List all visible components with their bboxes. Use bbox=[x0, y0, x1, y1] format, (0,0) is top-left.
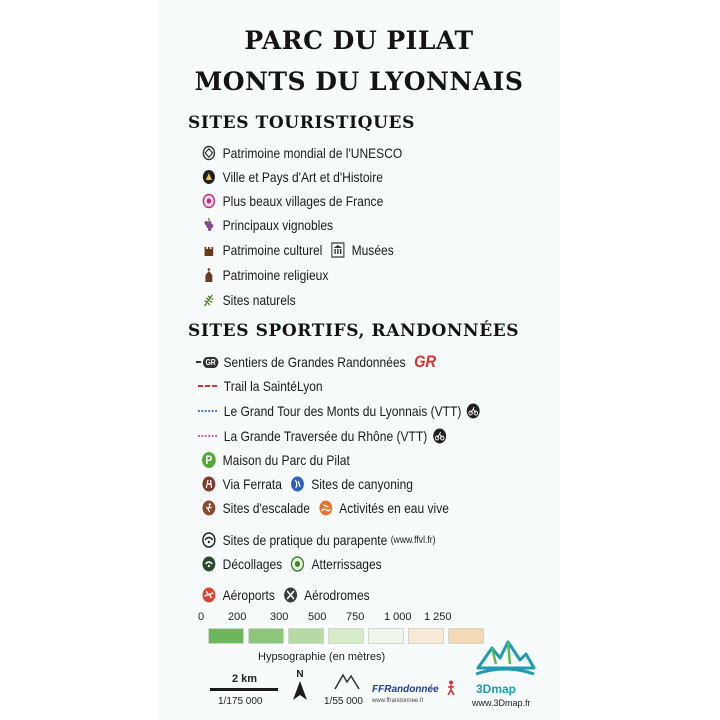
castle-icon bbox=[202, 242, 216, 258]
gr-logo: GR bbox=[414, 352, 437, 371]
legend-label: Via Ferrata bbox=[222, 476, 282, 492]
sports-heading: SITES SPORTIFS, RANDONNÉES bbox=[188, 321, 520, 341]
legend-item-natural bbox=[202, 290, 296, 310]
park-house-icon: P bbox=[202, 452, 216, 468]
legend-item-via-ferrata bbox=[202, 474, 413, 494]
hiker-icon bbox=[445, 680, 457, 701]
3dmap-url: www.3Dmap.fr bbox=[472, 698, 531, 708]
village-icon bbox=[202, 193, 216, 209]
elevation-tick: 300 bbox=[270, 611, 289, 623]
airfield-icon bbox=[283, 587, 297, 603]
legend-item-airports bbox=[202, 585, 370, 605]
scale-label: 2 km bbox=[232, 673, 258, 685]
mountain-icon bbox=[334, 672, 360, 695]
legend-item-religious bbox=[202, 265, 328, 285]
legend-label: La Grande Traversée du Rhône (VTT) bbox=[223, 428, 428, 444]
hypsography-caption: Hypsographie (en mètres) bbox=[258, 651, 386, 663]
legend-item-gr-trails bbox=[196, 352, 436, 372]
elevation-tick: 1 000 bbox=[384, 611, 412, 623]
map-title-line1: PARC DU PILAT bbox=[244, 26, 474, 55]
bike-icon bbox=[432, 428, 446, 444]
legend-label: Activités en eau vive bbox=[339, 500, 449, 516]
vtt-blue-line-icon bbox=[198, 410, 217, 412]
elevation-ticks bbox=[198, 611, 528, 625]
ffr-ratio: 1/55 000 bbox=[324, 696, 363, 707]
legend-item-decollages bbox=[202, 554, 382, 574]
grape-icon bbox=[202, 217, 216, 233]
landing-icon bbox=[291, 556, 305, 572]
tourism-heading: SITES TOURISTIQUES bbox=[188, 113, 415, 133]
elevation-swatch bbox=[368, 628, 404, 644]
legend-item-parapente bbox=[202, 530, 436, 550]
legend-label: Atterrissages bbox=[311, 556, 382, 572]
ffr-brand: FFRandonnée bbox=[372, 684, 439, 695]
elevation-tick: 750 bbox=[346, 611, 365, 623]
elevation-swatch bbox=[328, 628, 364, 644]
trail-line-icon bbox=[198, 385, 217, 387]
paraglider-icon bbox=[202, 532, 216, 548]
legend-item-traversee-rhone bbox=[198, 426, 453, 446]
north-label: N bbox=[296, 669, 304, 680]
scale-bar bbox=[210, 688, 278, 691]
legend-label: Trail la SaintéLyon bbox=[223, 378, 323, 394]
canyoning-icon bbox=[291, 476, 305, 492]
vtt-magenta-line-icon bbox=[198, 435, 217, 437]
legend-item-cultural bbox=[202, 240, 394, 260]
map-title-line2: MONTS DU LYONNAIS bbox=[194, 67, 524, 96]
elevation-swatch bbox=[288, 628, 324, 644]
airport-icon bbox=[202, 587, 216, 603]
museum-icon bbox=[331, 242, 345, 258]
legend-item-maison-parc bbox=[202, 450, 350, 470]
legend-label: Sites naturels bbox=[222, 292, 296, 308]
legend-label: Patrimoine culturel bbox=[222, 242, 323, 258]
legend-card bbox=[158, 0, 560, 720]
legend-label: Décollages bbox=[222, 556, 283, 572]
whitewater-icon bbox=[319, 500, 333, 516]
legend-item-art-history bbox=[202, 167, 383, 187]
scale-ratio: 1/175 000 bbox=[218, 696, 263, 707]
via-ferrata-icon bbox=[202, 476, 216, 492]
legend-item-vineyards bbox=[202, 215, 333, 235]
legend-label: Ville et Pays d'Art et d'Histoire bbox=[222, 169, 383, 185]
legend-label: Sites de canyoning bbox=[311, 476, 413, 492]
legend-label: Patrimoine religieux bbox=[222, 267, 329, 283]
elevation-tick: 0 bbox=[198, 611, 205, 623]
legend-label: Principaux vignobles bbox=[222, 217, 334, 233]
unesco-icon bbox=[202, 145, 216, 161]
legend-label: Sentiers de Grandes Randonnées bbox=[223, 354, 406, 370]
legend-label: Aérodromes bbox=[304, 587, 370, 603]
leaf-icon bbox=[202, 292, 216, 308]
elevation-tick: 200 bbox=[228, 611, 247, 623]
legend-item-unesco bbox=[202, 143, 402, 163]
north-arrow bbox=[290, 670, 310, 704]
elevation-tick: 500 bbox=[308, 611, 327, 623]
elevation-swatch bbox=[408, 628, 444, 644]
art-history-icon bbox=[202, 169, 216, 185]
church-icon bbox=[202, 267, 216, 283]
legend-label: Musées bbox=[351, 242, 394, 258]
legend-label: Sites d'escalade bbox=[222, 500, 310, 516]
elevation-swatch bbox=[208, 628, 244, 644]
climbing-icon bbox=[202, 500, 216, 516]
bike-icon bbox=[467, 403, 481, 419]
legend-label: Patrimoine mondial de l'UNESCO bbox=[222, 145, 403, 161]
ffr-url: www.ffrandonnee.fr bbox=[372, 698, 424, 704]
legend-item-grand-tour bbox=[198, 401, 487, 421]
takeoff-icon bbox=[202, 556, 216, 572]
elevation-swatches bbox=[208, 628, 488, 644]
elevation-tick: 1 250 bbox=[424, 611, 452, 623]
3dmap-brand: 3Dmap bbox=[476, 682, 517, 696]
north-arrow-icon bbox=[290, 680, 310, 702]
legend-item-saintelyon bbox=[198, 376, 323, 396]
legend-label: Maison du Parc du Pilat bbox=[222, 452, 350, 468]
3dmap-logo-icon bbox=[474, 634, 536, 682]
ffvl-link-text: (www.ffvl.fr) bbox=[390, 534, 436, 546]
legend-item-escalade bbox=[202, 498, 449, 518]
legend-label: Le Grand Tour des Monts du Lyonnais (VTT) bbox=[223, 403, 462, 419]
legend-label: Plus beaux villages de France bbox=[222, 193, 384, 209]
gr-marker: GR bbox=[196, 357, 218, 368]
elevation-swatch bbox=[248, 628, 284, 644]
legend-label: Sites de pratique du parapente bbox=[222, 532, 388, 548]
legend-item-village bbox=[202, 191, 383, 211]
legend-label: Aéroports bbox=[222, 587, 275, 603]
